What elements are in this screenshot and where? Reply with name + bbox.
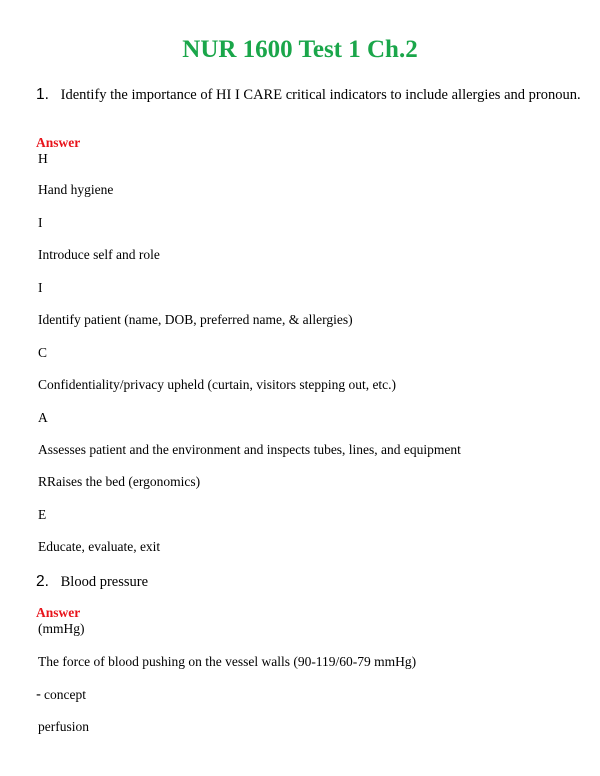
question-1 (36, 86, 581, 104)
answer-line: H (38, 151, 48, 166)
answer-line: RRaises the bed (ergonomics) (38, 474, 201, 489)
answer-line: Identify patient (name, DOB, preferred name, & allergies) (38, 312, 353, 327)
answer-label: Answer (36, 605, 81, 620)
question-number: 2. (36, 573, 49, 590)
answer-line: Confidentiality/privacy upheld (curtain, visitors stepping out, etc.) (38, 377, 397, 392)
dash-bullet: - (36, 686, 41, 703)
answer-line: concept (44, 687, 86, 702)
answer-line: I (38, 280, 43, 295)
document-title: NUR 1600 Test 1 Ch.2 (182, 36, 418, 63)
answer-line: The force of blood pushing on the vessel walls (90-119/60-79 mmHg) (38, 654, 417, 669)
answer-line: E (38, 507, 47, 522)
answer-label: Answer (36, 135, 81, 150)
answer-line: Assesses patient and the environment and inspects tubes, lines, and equipment (38, 442, 461, 457)
answer-line: C (38, 345, 48, 360)
answer-line-bulleted (36, 687, 86, 703)
question-text: Identify the importance of HI I CARE critical indicators to include allergies and pronoun. (60, 87, 581, 103)
answer-line: I (38, 215, 43, 230)
answer-line: A (38, 410, 48, 425)
answer-line: Hand hygiene (38, 182, 114, 197)
question-number: 1. (36, 86, 49, 103)
answer-line: Educate, evaluate, exit (38, 539, 161, 554)
question-text: Blood pressure (60, 574, 149, 590)
answer-line: perfusion (38, 719, 89, 734)
question-2 (36, 573, 148, 591)
answer-line: (mmHg) (38, 621, 85, 636)
answer-line: Introduce self and role (38, 247, 160, 262)
